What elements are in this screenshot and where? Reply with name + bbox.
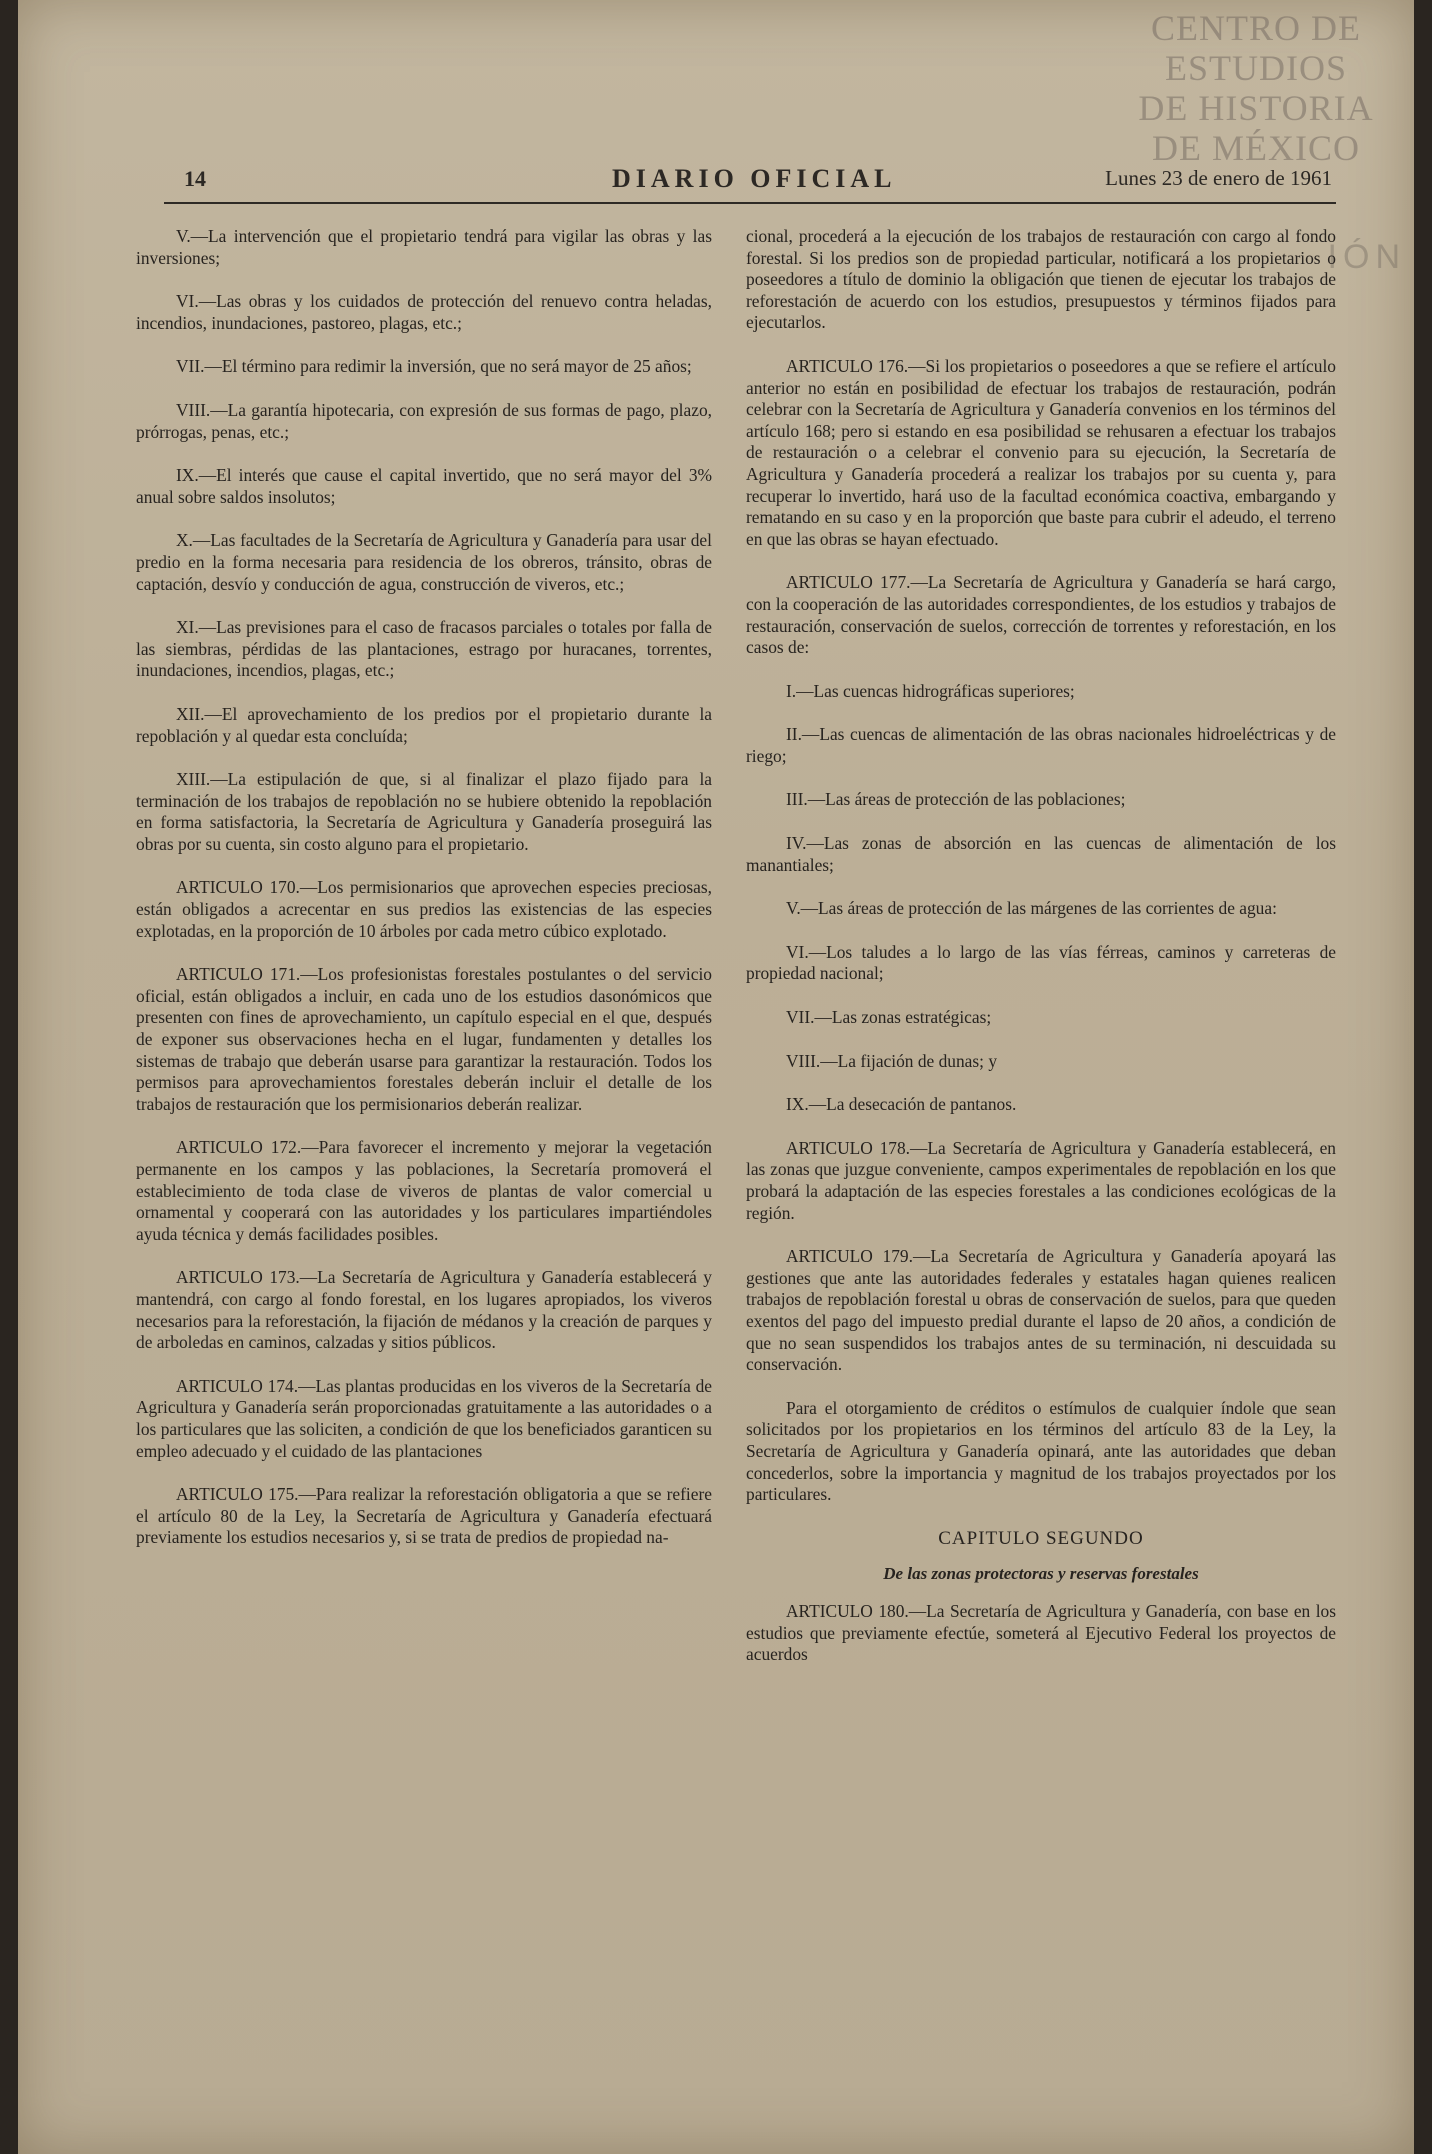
paragraph: V.—Las áreas de protección de las márgenes de las corrientes de agua: [786,898,1277,919]
paragraph: XII.—El aprovechamiento de los predios por el propietario durante la repoblación y al quedar esta concluída; [136,703,712,746]
paragraph: X.—Las facultades de la Secretaría de Agricultura y Ganadería para usar del predio en la forma necesaria para residencia de los obreros, tránsito, obras de captación, desvío y conducción de agua, construcción de viveros, etc.; [136,530,712,594]
paragraph: IX.—La desecación de pantanos. [786,1094,1017,1115]
paragraph: VI.—Las obras y los cuidados de protección del renuevo contra heladas, incendios, inundaciones, pastoreo, plagas, etc.; [136,291,712,333]
paragraph: ARTICULO 174.—Las plantas producidas en los viveros de la Secretaría de Agricultura y Ganadería serán proporcionadas gratuitamente a las autoridades o a los particulares que las soliciten, a condición de que los beneficiados garanticen su empleo adecuado y el cuidado de las plantaciones [136,1375,712,1461]
left-column [136,226,712,1571]
paragraph: XIII.—La estipulación de que, si al finalizar el plazo fijado para la terminación de los trabajos de repoblación no se hubiere obtenido la repoblación en forma satisfactoria, la Secretaría de Agricultura y Ganadería proseguirá las obras por su cuenta, sin costo alguno para el propietario. [136,769,712,854]
paragraph: XI.—Las previsiones para el caso de fracasos parciales o totales por falla de las siembras, pérdidas de las plantaciones, estrago por huracanes, torrentes, inundaciones, incendios, plagas, etc.; [136,617,712,681]
paragraph: ARTICULO 177.—La Secretaría de Agricultura y Ganadería se hará cargo, con la cooperación de las autoridades correspondientes, de los estudios y trabajos de restauración, conservación de suelos, corrección de torrentes y reforestación, en los casos de: [746,572,1336,658]
paragraph: I.—Las cuencas hidrográficas superiores; [786,680,1075,701]
paragraph: VI.—Los taludes a lo largo de las vías férreas, caminos y carreteras de propiedad nacional; [746,941,1336,984]
paragraph: V.—La intervención que el propietario tendrá para vigilar las obras y las inversiones; [136,226,712,268]
paragraph: IV.—Las zonas de absorción en las cuencas de alimentación de los manantiales; [746,833,1336,875]
paragraph: VIII.—La garantía hipotecaria, con expresión de sus formas de pago, plazo, prórrogas, penas, etc.; [136,399,712,442]
paragraph: VIII.—La fijación de dunas; y [786,1050,998,1071]
paragraph: ARTICULO 179.—La Secretaría de Agricultura y Ganadería apoyará las gestiones que ante las autoridades federales y estatales hagan quienes realicen trabajos de repoblación forestal u obras de conservación de suelos, para que queden exentos del pago del impuesto predial durante el lapso de 20 años, a condición de que no sean suspendidos los trabajos antes de su terminación, ni descuidada su conservación. [746,1246,1336,1375]
paragraph: ARTICULO 176.—Si los propietarios o poseedores a que se refiere el artículo anterior no están en posibilidad de efectuar los trabajos de restauración, podrán celebrar con la Secretaría de Agricultura y Ganadería convenios en los términos del artículo 168; pero si estando en esa posibilidad se rehusaren a efectuar los trabajos de restauración o a celebrar el convenio para su ejecución, la Secretaría de Agricultura y Ganadería procederá a realizar los trabajos por su cuenta y, para recuperar lo invertido, hará uso de la facultad económica coactiva, embargando y rematando en su caso y en la proporción que baste para cubrir el adeudo, el terreno en que las obras se hayan efectuado. [746,355,1336,549]
watermark-line: ESTUDIOS [1164,48,1347,88]
chapter-subtitle: De las zonas protectoras y reservas forestales [883,1564,1199,1584]
right-column-after-chapter [746,1601,1336,1666]
chapter-title: CAPITULO SEGUNDO [938,1527,1144,1549]
paragraph: II.—Las cuencas de alimentación de las obras nacionales hidroeléctricas y de riego; [746,724,1336,766]
watermark-line: DE HISTORIA [1138,88,1374,128]
watermark-line: CENTRO DE [1151,8,1361,48]
paragraph: ARTICULO 171.—Los profesionistas forestales postulantes o del servicio oficial, están obligados a incluir, en cada uno de los estudios dasonómicos que presenten con fines de aprovechamiento, un capítulo especial en el que, después de exponer sus observaciones hecha en el lugar, fundamenten y detalles los sistemas de trabajo que deberán usarse para garantizar la restauración. Todos los permisos para aprovechamientos forestales deberán incluir el detalle de los trabajos de restauración que los permisionarios deberán realizar. [136,964,712,1114]
page-header [164,166,1336,204]
paragraph: III.—Las áreas de protección de las poblaciones; [786,789,1126,810]
watermark-line: DE MÉXICO [1152,128,1360,168]
paragraph: cional, procederá a la ejecución de los trabajos de restauración con cargo al fondo forestal. Si los predios son de propiedad particular, notificará a los propietarios o poseedores a título de dominio la obligación que tienen de ejecutar los trabajos de reforestación de acuerdo con los estudios, presupuestos y términos fijados para ejecutarlos. [746,226,1336,333]
paragraph: VII.—Las zonas estratégicas; [786,1007,992,1028]
page-number: 14 [184,166,206,191]
paragraph: IX.—El interés que cause el capital invertido, que no será mayor del 3% anual sobre saldos insolutos; [136,465,712,507]
right-column [746,226,1336,1688]
watermark-side-text: IÓN [1327,238,1406,276]
newspaper-title: DIARIO OFICIAL [612,164,897,193]
paragraph: ARTICULO 180.—La Secretaría de Agricultura y Ganadería, con base en los estudios que previamente efectúe, someterá al Ejecutivo Federal los proyectos de acuerdos [746,1600,1336,1665]
newspaper-page [18,0,1414,2154]
right-column-body [746,226,1336,1506]
issue-date: Lunes 23 de enero de 1961 [1105,166,1332,190]
paragraph: ARTICULO 175.—Para realizar la reforestación obligatoria a que se refiere el artículo 80 de la Ley, la Secretaría de Agricultura y Ganadería efectuará previamente los estudios necesarios y, si se trata de predios de propiedad na- [136,1484,712,1548]
paragraph: ARTICULO 178.—La Secretaría de Agricultura y Ganadería establecerá, en las zonas que juzgue conveniente, campos experimentales de repoblación en los que probará la adaptación de las especies forestales a las condiciones ecológicas de la región. [746,1137,1336,1223]
paragraph: Para el otorgamiento de créditos o estímulos de cualquier índole que sean solicitados por los propietarios en los términos del artículo 83 de la Ley, la Secretaría de Agricultura y Ganadería opinará, ante las autoridades que deban concederlos, sobre la importancia y magnitud de los trabajos proyectados por los particulares. [746,1397,1336,1505]
paragraph: VII.—El término para redimir la inversión, que no será mayor de 25 años; [176,356,692,377]
watermark [1116,8,1396,168]
paragraph: ARTICULO 172.—Para favorecer el incremento y mejorar la vegetación permanente en los campos y las poblaciones, la Secretaría promoverá el establecimiento de toda clase de viveros de plantas de valor comercial u ornamental y cooperará con las autoridades y los particulares impartiéndoles ayuda técnica y demás facilidades posibles. [136,1137,712,1244]
paragraph: ARTICULO 173.—La Secretaría de Agricultura y Ganadería establecerá y mantendrá, con cargo al fondo forestal, en los lugares apropiados, los viveros necesarios para la reforestación, la fijación de médanos y la creación de parques y de arboledas en caminos, calzadas y sitios públicos. [136,1267,712,1353]
paragraph: ARTICULO 170.—Los permisionarios que aprovechen especies preciosas, están obligados a acrecentar en sus predios las existencias de las especies explotadas, en la proporción de 10 árboles por cada metro cúbico explotado. [136,877,712,941]
